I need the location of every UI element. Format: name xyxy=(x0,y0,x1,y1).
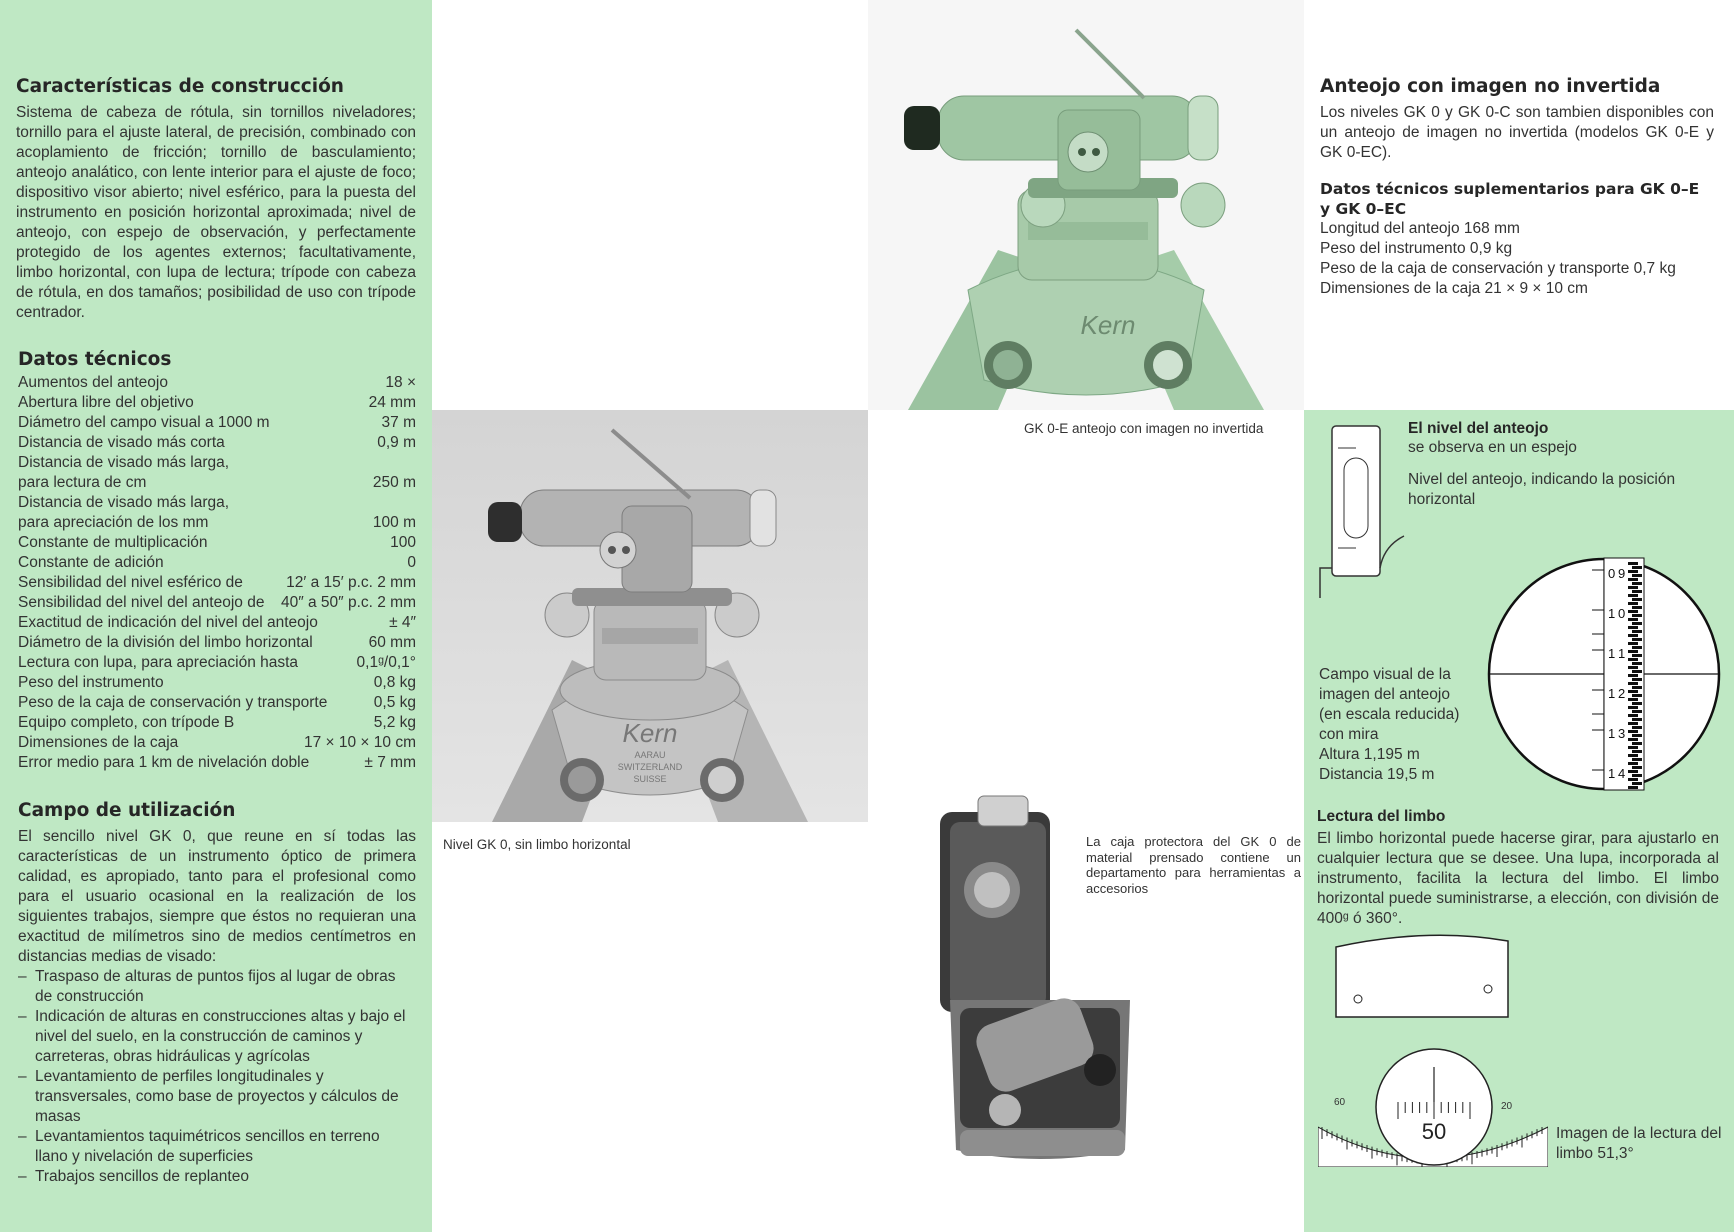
rod-tick xyxy=(1628,626,1638,629)
spec-value: ± 7 mm xyxy=(364,754,416,771)
rod-tick xyxy=(1628,754,1638,757)
spec-row xyxy=(18,593,416,613)
spec-value: 100 xyxy=(390,534,416,551)
usage-item: – Traspaso de alturas de puntos fijos al lugar de obras de construcción xyxy=(18,967,416,1007)
rod-tick xyxy=(1632,574,1642,577)
spec-value: 40″ a 50″ p.c. 2 mm xyxy=(280,594,416,611)
usage-item: – Levantamientos taquimétricos sencillos en terreno llano y nivelación de superficies xyxy=(18,1127,416,1167)
gk0e-level-image xyxy=(868,0,1304,410)
rod-tick xyxy=(1628,714,1638,717)
rod-label: 1 xyxy=(1608,686,1616,701)
spec-label: Constante de multiplicación xyxy=(18,534,208,551)
kern-logo-green: Kern xyxy=(1080,310,1136,340)
rod-tick xyxy=(1632,734,1642,737)
spec-row xyxy=(18,733,416,753)
rod-tick xyxy=(1632,750,1642,753)
rod-tick xyxy=(1632,702,1642,705)
rod-tick xyxy=(1632,638,1642,641)
rod-tick xyxy=(1632,694,1642,697)
level-subtitle: se observa en un espejo xyxy=(1408,439,1577,456)
rod-tick xyxy=(1628,690,1638,693)
circle-title: Lectura del limbo xyxy=(1317,808,1446,825)
spec-label: Sensibilidad del nivel del anteojo de xyxy=(18,594,265,611)
spec-label: Diámetro del campo visual a 1000 m xyxy=(18,414,270,431)
rod-tick xyxy=(1628,786,1638,789)
spec-row xyxy=(18,673,416,693)
rod-tick xyxy=(1632,654,1642,657)
rod-tick xyxy=(1632,766,1642,769)
rod-tick xyxy=(1632,758,1642,761)
circle-text: El limbo horizontal puede hacerse girar, para ajustarlo en cualquier lectura que se desee. Una lupa, incorporada al instrumento, facilita la lectura del limbo. El limbo horizontal puede suministrarse, a elección, con división de 400ᵍ ó 360°. xyxy=(1317,830,1719,927)
spec-label: para lectura de cm xyxy=(18,474,147,491)
spec-label: Dimensiones de la caja xyxy=(18,734,179,751)
spec-label: Exactitud de indicación del nivel del anteojo xyxy=(18,614,318,631)
rod-label: 1 xyxy=(1608,726,1616,741)
rod-tick xyxy=(1628,722,1638,725)
rod-label: 1 xyxy=(1608,766,1616,781)
rod-label: 1 xyxy=(1608,606,1616,621)
origin-label-2: SUISSE xyxy=(633,774,667,784)
extra-spec-line: Peso de la caja de conservación y transporte 0,7 kg xyxy=(1320,260,1676,277)
spec-row xyxy=(18,653,416,673)
rod-tick xyxy=(1628,602,1638,605)
rod-digit: 1 xyxy=(1618,646,1626,661)
rod-tick xyxy=(1632,678,1642,681)
spec-row xyxy=(18,473,416,493)
case-caption: La caja protectora del GK 0 de material prensado contiene un departamento para herramientas a accesorios xyxy=(1086,834,1301,896)
spec-row xyxy=(18,533,416,553)
spec-value: 0,8 kg xyxy=(373,674,416,691)
rod-tick xyxy=(1632,670,1642,673)
spec-value: 0 xyxy=(407,554,416,571)
rod-tick xyxy=(1628,658,1638,661)
rod-tick xyxy=(1632,774,1642,777)
spec-label: Equipo completo, con trípode B xyxy=(18,714,235,731)
extra-specs-list xyxy=(1320,219,1714,299)
spec-label: Error medio para 1 km de nivelación doble xyxy=(18,754,310,771)
rod-label: 0 xyxy=(1608,566,1616,581)
rod-tick xyxy=(1632,630,1642,633)
rod-tick xyxy=(1632,622,1642,625)
non-inverted-text: Los niveles GK 0 y GK 0-C son tambien disponibles con un anteojo de imagen no invertida (modelos GK 0-E y GK 0-EC). xyxy=(1320,104,1714,161)
rod-tick xyxy=(1632,742,1642,745)
spec-label: Constante de adición xyxy=(18,554,164,571)
limb-reading-image xyxy=(1318,927,1548,1167)
fov-distance: Distancia 19,5 m xyxy=(1319,766,1435,783)
fov-line: (en escala reducida) xyxy=(1319,706,1460,723)
field-of-view-image xyxy=(1482,552,1726,796)
spec-label: Lectura con lupa, para apreciación hasta xyxy=(18,654,299,671)
usage-item: – Indicación de alturas en construcciones altas y bajo el nivel del suelo, en la construcción de caminos y carreteras, obras hidráulicas y agrícolas xyxy=(18,1007,416,1067)
rod-tick xyxy=(1628,730,1638,733)
level-title: El nivel del anteojo xyxy=(1408,420,1549,437)
limb-reading-caption: Imagen de la lectura del limbo 51,3° xyxy=(1556,1125,1722,1162)
spec-value: 0,9 m xyxy=(377,434,416,451)
spec-label: para apreciación de los mm xyxy=(18,514,209,531)
spec-value: 17 × 10 × 10 cm xyxy=(303,734,416,751)
spec-row xyxy=(18,713,416,733)
rod-tick xyxy=(1628,634,1638,637)
fov-height: Altura 1,195 m xyxy=(1319,746,1420,763)
spec-row xyxy=(18,373,416,393)
spec-value: ± 4″ xyxy=(389,614,416,631)
spec-row xyxy=(18,433,416,453)
construction-title: Características de construcción xyxy=(16,76,344,97)
gk0-level-image xyxy=(432,410,868,822)
rod-tick xyxy=(1628,698,1638,701)
spec-row xyxy=(18,553,416,573)
spec-row xyxy=(18,413,416,433)
spec-label: Aumentos del anteojo xyxy=(18,374,168,391)
spec-label: Distancia de visado más larga, xyxy=(18,494,230,511)
spec-value: 37 m xyxy=(381,414,416,431)
specs-table xyxy=(18,373,416,773)
spec-value: 12′ a 15′ p.c. 2 mm xyxy=(286,574,416,591)
rod-digit: 9 xyxy=(1618,566,1626,581)
rod-tick xyxy=(1632,662,1642,665)
usage-intro: El sencillo nivel GK 0, que reune en sí todas las características de un instrumento óptico de primera calidad, es apropiado, tanto para el profesional como para el usuario ocasional en la realización de los siguientes trabajos, siempre que éstos no requieran una exactitud de milímetros sino de medios centímetros en distancias medias de visado: xyxy=(18,828,416,965)
rod-tick xyxy=(1632,718,1642,721)
level-note: Nivel del anteojo, indicando la posición horizontal xyxy=(1408,471,1676,508)
spec-value: 5,2 kg xyxy=(373,714,416,731)
spec-row xyxy=(18,693,416,713)
rod-digit: 4 xyxy=(1618,766,1626,781)
extra-spec-line: Dimensiones de la caja 21 × 9 × 10 cm xyxy=(1320,280,1588,297)
level-vial-image xyxy=(1314,418,1414,608)
rod-tick xyxy=(1628,770,1638,773)
rod-tick xyxy=(1628,762,1638,765)
spec-value: 18 × xyxy=(385,374,416,391)
spec-row xyxy=(18,513,416,533)
spec-value: 250 m xyxy=(372,474,416,491)
rod-tick xyxy=(1632,582,1642,585)
spec-row xyxy=(18,753,416,773)
spec-label: Distancia de visado más corta xyxy=(18,434,225,451)
scale-label-left: 60 xyxy=(1334,1097,1346,1108)
rod-tick xyxy=(1628,586,1638,589)
spec-value xyxy=(410,493,416,513)
rod-tick xyxy=(1632,614,1642,617)
maker-label: AARAU xyxy=(634,750,666,760)
field-of-view-text xyxy=(1319,665,1469,745)
rod-tick xyxy=(1628,666,1638,669)
spec-label: Diámetro de la división del limbo horizontal xyxy=(18,634,313,651)
gk0e-photo-caption: GK 0-E anteojo con imagen no invertida xyxy=(1024,421,1264,436)
gk0-photo-caption: Nivel GK 0, sin limbo horizontal xyxy=(443,837,631,852)
rod-tick xyxy=(1628,578,1638,581)
usage-list xyxy=(18,967,416,1187)
usage-item: – Levantamiento de perfiles longitudinales y transversales, como base de proyectos y cálculos de masas xyxy=(18,1067,416,1127)
spec-value: 60 mm xyxy=(368,634,416,651)
rod-tick xyxy=(1632,646,1642,649)
origin-label: SWITZERLAND xyxy=(617,762,683,772)
usage-item: – Trabajos sencillos de replanteo xyxy=(18,1167,416,1187)
spec-label: Sensibilidad del nivel esférico de xyxy=(18,574,243,591)
non-inverted-title: Anteojo con imagen no invertida xyxy=(1320,76,1661,97)
rod-tick xyxy=(1632,782,1642,785)
usage-title: Campo de utilización xyxy=(18,800,236,821)
spec-value: 0,5 kg xyxy=(373,694,416,711)
rod-tick xyxy=(1628,562,1638,565)
spec-label: Distancia de visado más larga, xyxy=(18,454,230,471)
gk0e-photo xyxy=(868,0,1304,410)
spec-value xyxy=(410,453,416,473)
rod-tick xyxy=(1632,726,1642,729)
rod-tick xyxy=(1628,594,1638,597)
spec-label: Peso del instrumento xyxy=(18,674,164,691)
fov-line: imagen del anteojo xyxy=(1319,686,1450,703)
rod-label: 1 xyxy=(1608,646,1616,661)
rod-tick xyxy=(1628,618,1638,621)
rod-tick xyxy=(1628,682,1638,685)
rod-tick xyxy=(1628,778,1638,781)
spec-label: Abertura libre del objetivo xyxy=(18,394,194,411)
extra-specs-title: Datos técnicos suplementarios para GK 0–E y GK 0–EC xyxy=(1320,180,1700,218)
rod-tick xyxy=(1628,674,1638,677)
spec-row xyxy=(18,453,416,473)
spec-value: 0,1ᵍ/0,1° xyxy=(356,654,416,671)
rod-tick xyxy=(1632,566,1642,569)
fov-line: Campo visual de la xyxy=(1319,666,1451,683)
spec-value: 24 mm xyxy=(368,394,416,411)
spec-row xyxy=(18,573,416,593)
rod-tick xyxy=(1628,650,1638,653)
extra-spec-line: Peso del instrumento 0,9 kg xyxy=(1320,240,1513,257)
spec-row xyxy=(18,613,416,633)
rod-tick xyxy=(1632,686,1642,689)
rod-tick xyxy=(1628,738,1638,741)
spec-value: 100 m xyxy=(372,514,416,531)
rod-tick xyxy=(1632,710,1642,713)
scale-label-right: 20 xyxy=(1501,1101,1513,1112)
rod-tick xyxy=(1632,590,1642,593)
specs-title: Datos técnicos xyxy=(18,349,172,370)
rod-tick xyxy=(1628,706,1638,709)
rod-digit: 3 xyxy=(1618,726,1626,741)
scale-label-main: 50 xyxy=(1421,1119,1447,1144)
rod-tick xyxy=(1628,610,1638,613)
spec-row xyxy=(18,393,416,413)
rod-digit: 2 xyxy=(1618,686,1626,701)
fov-line: con mira xyxy=(1319,726,1379,743)
spec-label: Peso de la caja de conservación y transporte xyxy=(18,694,328,711)
rod-tick xyxy=(1628,642,1638,645)
rod-tick xyxy=(1632,606,1642,609)
extra-spec-line: Longitud del anteojo 168 mm xyxy=(1320,220,1520,237)
rod-tick xyxy=(1628,746,1638,749)
spec-row xyxy=(18,633,416,653)
construction-text: Sistema de cabeza de rótula, sin tornillos niveladores; tornillo para el ajuste lateral, de precisión, combinado con acoplamiento de fricción; tornillo de basculamiento; anteojo analático, con lente interior para el ajuste de foco; dispositivo visor abierto; nivel esférico, para la puesta del instrumento en posición horizontal aproximada; nivel de anteojo, con espejo de observación, y perfectamente protegido de los agentes externos; facultativamente, limbo horizontal, con lupa de lectura; trípode con cabeza de rótula, en dos tamaños; posibilidad de uso con trípode centrador. xyxy=(16,104,416,321)
rod-tick xyxy=(1628,570,1638,573)
rod-digit: 0 xyxy=(1618,606,1626,621)
spec-row xyxy=(18,493,416,513)
kern-logo: Kern xyxy=(622,718,678,748)
gk0-photo xyxy=(432,410,868,822)
rod-tick xyxy=(1632,598,1642,601)
left-panel xyxy=(0,0,432,1232)
